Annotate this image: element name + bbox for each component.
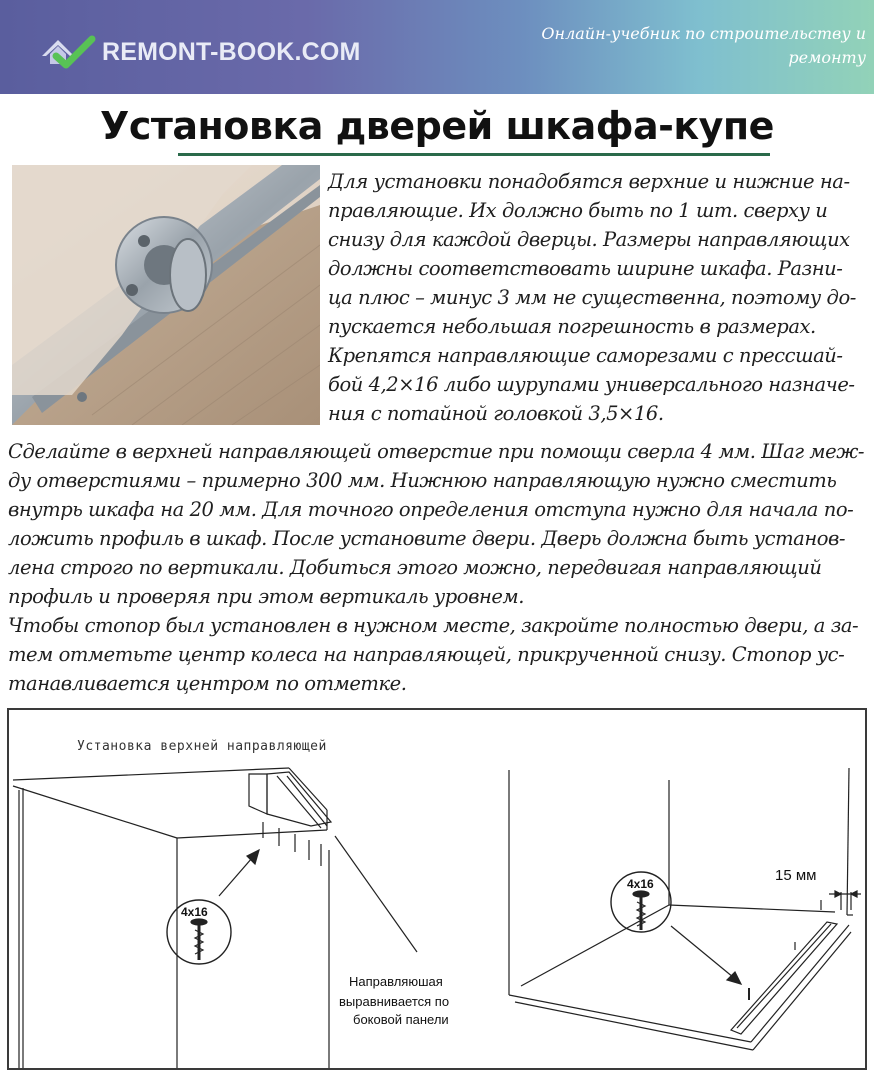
house-check-icon — [40, 34, 96, 70]
site-tagline — [506, 22, 866, 70]
site-logo[interactable] — [40, 34, 361, 70]
body-text — [8, 437, 874, 698]
intro-paragraph — [328, 167, 868, 428]
title-underline — [178, 153, 770, 156]
diagram-caption: Установка верхней направляющей — [77, 739, 327, 754]
roller-on-bottom-rail-photo — [12, 165, 320, 425]
note-line-2: выравнивается по — [339, 994, 450, 1009]
body-line: профиль и проверяя при этом вертикаль уровнем. — [8, 585, 524, 608]
body-line: танавливается центром по отметке. — [8, 672, 407, 695]
intro-line: Для установки понадобятся верхние и нижние на- — [328, 170, 850, 193]
note-line-1: Направляюшая — [349, 974, 443, 989]
intro-line: пускается небольшая погрешность в размерах. — [328, 315, 816, 338]
body-line: внутрь шкафа на 20 мм. Для точного определения отступа нужно для начала по- — [8, 498, 854, 521]
tagline-line-1: Онлайн-учебник по строительству и — [541, 24, 866, 43]
intro-line: Крепятся направляющие саморезами с прессшай- — [328, 344, 843, 367]
body-line: Сделайте в верхней направляющей отверстие при помощи сверла 4 мм. Шаг меж- — [8, 440, 865, 463]
intro-line: бой 4,2×16 либо шурупами универсального назначе- — [328, 373, 855, 396]
screw-label-right: 4x16 — [627, 877, 654, 891]
installation-diagram — [7, 708, 867, 1070]
tagline-line-2: ремонту — [788, 48, 866, 67]
body-line: Чтобы стопор был установлен в нужном месте, закройте полностью двери, а за- — [8, 614, 859, 637]
site-header — [0, 0, 874, 94]
logo-text: REMONT-BOOK.COM — [102, 37, 361, 66]
body-line: лена строго по вертикали. Добиться этого можно, передвигая направляющий — [8, 556, 822, 579]
intro-line: ния с потайной головкой 3,5×16. — [328, 402, 664, 425]
page-title: Установка дверей шкафа-купе — [100, 104, 774, 148]
intro-line: ца плюс – минус 3 мм не существенна, поэтому до- — [328, 286, 856, 309]
body-line: ложить профиль в шкаф. После установите двери. Дверь должна быть установ- — [8, 527, 846, 550]
intro-line: снизу для каждой дверцы. Размеры направляющих — [328, 228, 850, 251]
intro-line: должны соответствовать ширине шкафа. Разни- — [328, 257, 843, 280]
intro-line: правляющие. Их должно быть по 1 шт. сверху и — [328, 199, 828, 222]
dimension-label: 15 мм — [775, 867, 817, 884]
screw-label-left: 4x16 — [181, 905, 208, 919]
note-line-3: боковой панели — [353, 1012, 449, 1027]
body-line: тем отметьте центр колеса на направляющей, прикрученной снизу. Стопор ус- — [8, 643, 845, 666]
body-line: ду отверстиями – примерно 300 мм. Нижнюю направляющую нужно сместить — [8, 469, 837, 492]
